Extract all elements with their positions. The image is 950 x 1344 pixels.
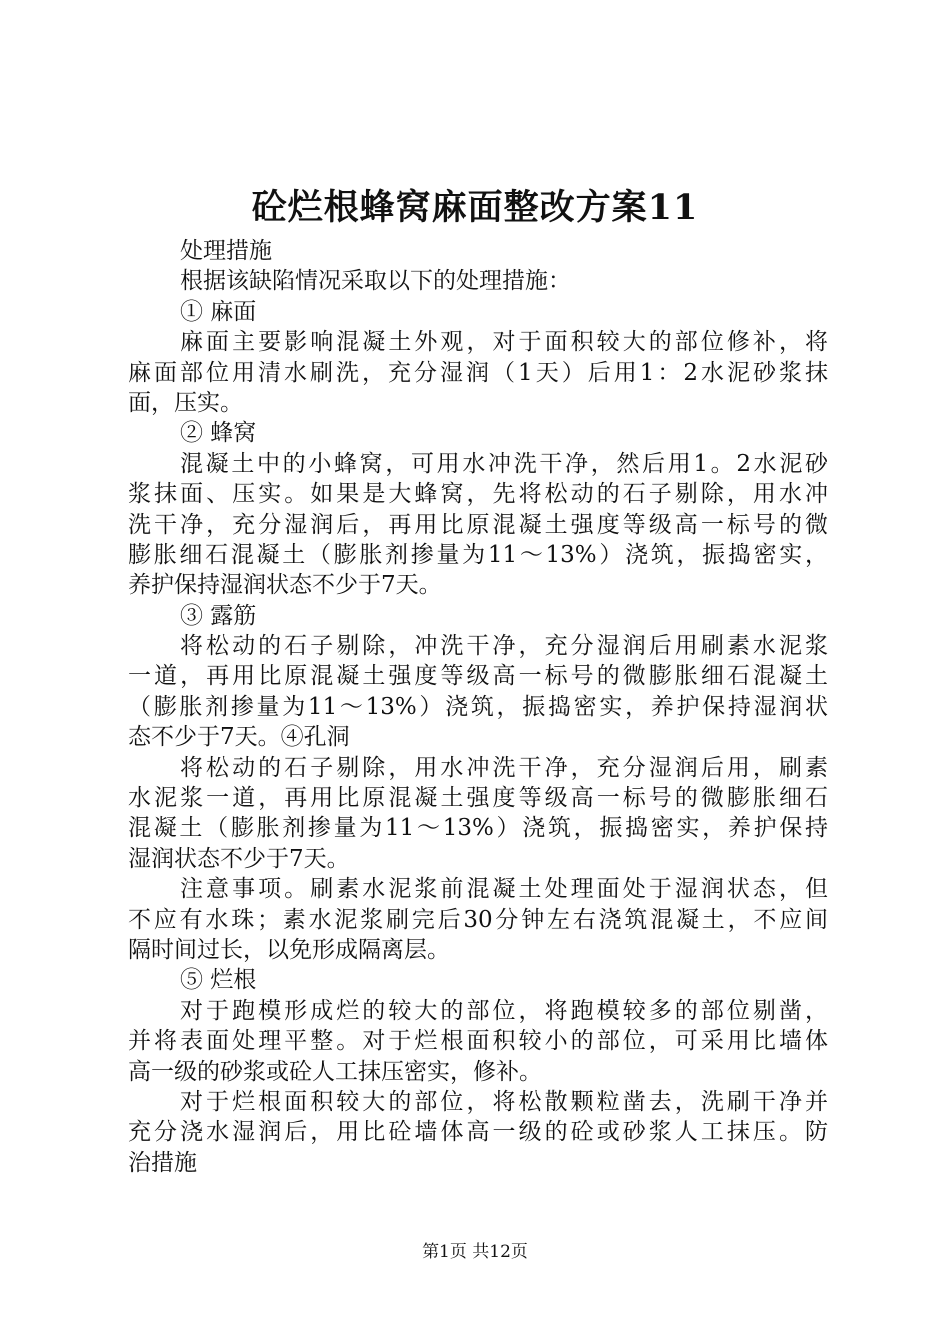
paragraph-line: 态不少于7天。④孔洞	[128, 724, 350, 751]
paragraph-line: 湿润状态不少于7天。	[128, 845, 350, 872]
document-title: 砼烂根蜂窝麻面整改方案11	[251, 187, 699, 228]
paragraph-line: 对于烂根面积较大的部位，将松散颗粒凿去，洗刷干净并	[180, 1088, 828, 1115]
section-heading: ① 麻面	[180, 298, 257, 325]
paragraph-line: 面，压实。	[128, 389, 243, 416]
paragraph-line: 高一级的砂浆或砼人工抹压密实，修补。	[128, 1058, 542, 1085]
paragraph-line: 对于跑模形成烂的较大的部位，将跑模较多的部位剔凿，	[180, 997, 828, 1024]
paragraph-line: 麻面部位用清水刷洗，充分湿润（1天）后用1：2水泥砂浆抹	[128, 359, 828, 386]
paragraph-line: 处理措施	[180, 238, 272, 264]
paragraph-line: 根据该缺陷情况采取以下的处理措施：	[180, 268, 571, 295]
section-heading: ⑤ 烂根	[180, 967, 257, 994]
paragraph-line: 养护保持湿润状态不少于7天。	[128, 572, 442, 599]
section-heading: ③ 露筋	[180, 602, 257, 629]
paragraph-line: 混凝土（膨胀剂掺量为11～13%）浇筑，振捣密实，养护保持	[128, 815, 828, 842]
paragraph-line: 并将表面处理平整。对于烂根面积较小的部位，可采用比墙体	[128, 1028, 828, 1055]
paragraph-line: 水泥浆一道，再用比原混凝土强度等级高一标号的微膨胀细石	[128, 785, 828, 812]
paragraph-line: 充分浇水湿润后，用比砼墙体高一级的砼或砂浆人工抹压。防	[128, 1119, 828, 1146]
paragraph-line: 洗干净，充分湿润后，再用比原混凝土强度等级高一标号的微	[128, 511, 828, 538]
section-heading: ② 蜂窝	[180, 420, 257, 447]
paragraph-line: 浆抹面、压实。如果是大蜂窝，先将松动的石子剔除，用水冲	[128, 481, 828, 508]
paragraph-line: 膨胀细石混凝土（膨胀剂掺量为11～13%）浇筑，振捣密实，	[128, 541, 828, 568]
document-body	[128, 236, 828, 1178]
paragraph-line: 混凝土中的小蜂窝，可用水冲洗干净，然后用1。2水泥砂	[180, 450, 828, 477]
paragraph-line: 隔时间过长，以免形成隔离层。	[128, 936, 450, 963]
paragraph-line: （膨胀剂掺量为11～13%）浇筑，振捣密实，养护保持湿润状	[128, 693, 828, 720]
paragraph-line: 治措施	[128, 1149, 197, 1176]
paragraph-line: 将松动的石子剔除，用水冲洗干净，充分湿润后用，刷素	[180, 754, 828, 781]
paragraph-line: 注意事项。刷素水泥浆前混凝土处理面处于湿润状态，但	[180, 876, 828, 903]
paragraph-line: 一道，再用比原混凝土强度等级高一标号的微膨胀细石混凝土	[128, 663, 828, 690]
paragraph-line: 麻面主要影响混凝土外观，对于面积较大的部位修补，将	[180, 329, 828, 356]
paragraph-line: 不应有水珠；素水泥浆刷完后30分钟左右浇筑混凝土，不应间	[128, 906, 828, 933]
page-footer: 第1页 共12页	[422, 1242, 528, 1262]
paragraph-line: 将松动的石子剔除，冲洗干净，充分湿润后用刷素水泥浆	[180, 633, 828, 660]
